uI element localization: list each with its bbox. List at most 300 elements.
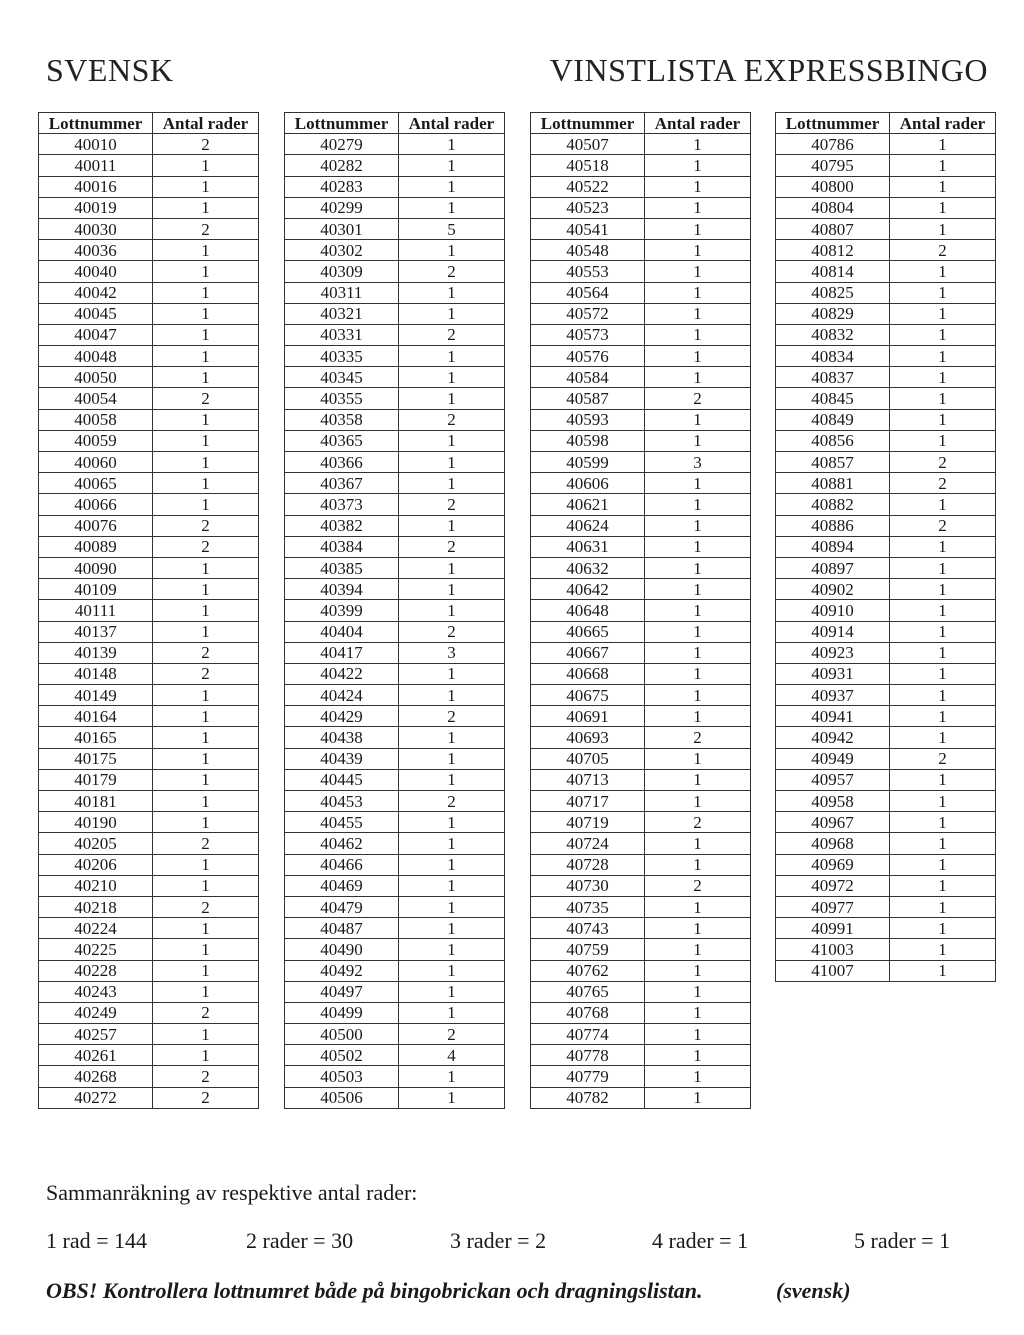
table-row: [285, 197, 505, 218]
table-row: [531, 155, 751, 176]
row-count: 1: [890, 409, 996, 430]
table-row: [39, 282, 259, 303]
table-row: [776, 430, 996, 451]
table-row: [531, 409, 751, 430]
row-count: 1: [153, 197, 259, 218]
table-row: [776, 748, 996, 769]
ticket-number: 40382: [285, 515, 399, 536]
ticket-number: 40165: [39, 727, 153, 748]
table-row: [531, 896, 751, 917]
table-row: [39, 642, 259, 663]
ticket-number: 40355: [285, 388, 399, 409]
row-count: 1: [645, 854, 751, 875]
ticket-number: 40282: [285, 155, 399, 176]
table-row: [776, 854, 996, 875]
ticket-number: 40439: [285, 748, 399, 769]
row-count: 1: [399, 240, 505, 261]
table-row: [39, 155, 259, 176]
ticket-number: 40894: [776, 536, 890, 557]
ticket-number: 40373: [285, 494, 399, 515]
row-count: 1: [399, 939, 505, 960]
tally-3-rader: 3 rader = 2: [450, 1228, 547, 1253]
ticket-number: 40541: [531, 218, 645, 239]
ticket-number: 41003: [776, 939, 890, 960]
ticket-number: 40010: [39, 134, 153, 155]
row-count: 1: [645, 1045, 751, 1066]
table-row: [776, 557, 996, 578]
table-row: [531, 685, 751, 706]
table-row: [531, 960, 751, 981]
ticket-number: 40487: [285, 918, 399, 939]
row-count: 1: [645, 600, 751, 621]
ticket-number: 40365: [285, 430, 399, 451]
table-row: [285, 176, 505, 197]
ticket-number: 40667: [531, 642, 645, 663]
column-header-ticket: Lottnummer: [776, 113, 890, 134]
table-row: [531, 769, 751, 790]
ticket-number: 40522: [531, 176, 645, 197]
table-row: [285, 282, 505, 303]
row-count: 1: [153, 939, 259, 960]
ticket-number: 40724: [531, 833, 645, 854]
ticket-number: 40814: [776, 261, 890, 282]
ticket-number: 40573: [531, 324, 645, 345]
row-count: 1: [645, 642, 751, 663]
row-count: 1: [645, 409, 751, 430]
row-count: 1: [153, 430, 259, 451]
column-header-count: Antal rader: [645, 113, 751, 134]
table-row: [776, 324, 996, 345]
table-row: [531, 240, 751, 261]
ticket-number: 40384: [285, 536, 399, 557]
row-count: 1: [153, 600, 259, 621]
table-row: [39, 748, 259, 769]
table-row: [776, 409, 996, 430]
row-count: 1: [890, 261, 996, 282]
note-language: (svensk): [776, 1278, 851, 1303]
table-row: [285, 155, 505, 176]
table-row: [531, 261, 751, 282]
ticket-number: 40762: [531, 960, 645, 981]
table-row: [531, 875, 751, 896]
table-row: [776, 621, 996, 642]
ticket-number: 40040: [39, 261, 153, 282]
row-count: 2: [890, 473, 996, 494]
row-count: 1: [890, 303, 996, 324]
row-count: 2: [399, 621, 505, 642]
table-row: [39, 896, 259, 917]
row-count: 1: [399, 685, 505, 706]
table-row: [285, 346, 505, 367]
row-count: 1: [153, 685, 259, 706]
ticket-number: 40668: [531, 663, 645, 684]
column-header-count: Antal rader: [153, 113, 259, 134]
table-row: [39, 367, 259, 388]
ticket-number: 40743: [531, 918, 645, 939]
table-row: [285, 621, 505, 642]
ticket-number: 40606: [531, 473, 645, 494]
ticket-number: 40272: [39, 1087, 153, 1108]
row-count: 1: [890, 791, 996, 812]
table-row: [39, 324, 259, 345]
ticket-number: 40499: [285, 1002, 399, 1023]
row-count: 1: [645, 1002, 751, 1023]
row-count: 4: [399, 1045, 505, 1066]
winner-table-4: [775, 112, 996, 982]
ticket-number: 40148: [39, 663, 153, 684]
ticket-number: 40048: [39, 346, 153, 367]
ticket-number: 40331: [285, 324, 399, 345]
table-row: [531, 600, 751, 621]
ticket-number: 40642: [531, 579, 645, 600]
table-row: [531, 557, 751, 578]
row-count: 1: [645, 621, 751, 642]
column-header-ticket: Lottnummer: [285, 113, 399, 134]
table-row: [531, 1045, 751, 1066]
ticket-number: 40047: [39, 324, 153, 345]
table-row: [285, 557, 505, 578]
table-row: [776, 706, 996, 727]
row-count: 1: [890, 685, 996, 706]
ticket-number: 40455: [285, 812, 399, 833]
ticket-number: 40719: [531, 812, 645, 833]
column-header-ticket: Lottnummer: [531, 113, 645, 134]
row-count: 1: [645, 748, 751, 769]
ticket-number: 40268: [39, 1066, 153, 1087]
row-count: 1: [645, 155, 751, 176]
table-row: [531, 452, 751, 473]
ticket-number: 40345: [285, 367, 399, 388]
table-row: [531, 579, 751, 600]
row-count: 1: [153, 261, 259, 282]
ticket-number: 40834: [776, 346, 890, 367]
row-count: 1: [645, 134, 751, 155]
row-count: 1: [645, 176, 751, 197]
row-count: 1: [890, 536, 996, 557]
row-count: 1: [153, 155, 259, 176]
ticket-number: 40225: [39, 939, 153, 960]
ticket-number: 40910: [776, 600, 890, 621]
ticket-number: 40728: [531, 854, 645, 875]
table-row: [776, 155, 996, 176]
table-row: [776, 367, 996, 388]
table-row: [531, 791, 751, 812]
ticket-number: 40394: [285, 579, 399, 600]
table-row: [39, 261, 259, 282]
ticket-number: 40502: [285, 1045, 399, 1066]
table-row: [531, 727, 751, 748]
row-count: 1: [645, 240, 751, 261]
ticket-number: 40825: [776, 282, 890, 303]
ticket-number: 40205: [39, 833, 153, 854]
ticket-number: 40181: [39, 791, 153, 812]
row-count: 1: [399, 282, 505, 303]
ticket-number: 40261: [39, 1045, 153, 1066]
table-row: [39, 960, 259, 981]
table-row: [39, 600, 259, 621]
row-count: 1: [645, 218, 751, 239]
table-row: [776, 812, 996, 833]
table-row: [531, 663, 751, 684]
ticket-number: 40453: [285, 791, 399, 812]
table-row: [285, 748, 505, 769]
table-row: [39, 833, 259, 854]
row-count: 1: [153, 473, 259, 494]
table-row: [776, 939, 996, 960]
row-count: 1: [645, 1024, 751, 1045]
row-count: 1: [399, 875, 505, 896]
table-row: [39, 854, 259, 875]
table-row: [39, 176, 259, 197]
table-row: [285, 663, 505, 684]
row-count: 1: [645, 261, 751, 282]
ticket-number: 40800: [776, 176, 890, 197]
row-count: 1: [890, 176, 996, 197]
ticket-number: 40786: [776, 134, 890, 155]
table-row: [776, 176, 996, 197]
ticket-number: 40469: [285, 875, 399, 896]
ticket-number: 40958: [776, 791, 890, 812]
row-count: 1: [399, 918, 505, 939]
row-count: 2: [153, 515, 259, 536]
table-row: [776, 579, 996, 600]
tally-1-rad: 1 rad = 144: [46, 1228, 147, 1253]
ticket-number: 40717: [531, 791, 645, 812]
ticket-number: 40506: [285, 1087, 399, 1108]
row-count: 3: [399, 642, 505, 663]
ticket-number: 40479: [285, 896, 399, 917]
table-row: [39, 769, 259, 790]
row-count: 2: [153, 388, 259, 409]
table-row: [776, 240, 996, 261]
row-count: 1: [399, 600, 505, 621]
table-row: [285, 1024, 505, 1045]
ticket-number: 40914: [776, 621, 890, 642]
row-count: 1: [890, 494, 996, 515]
ticket-number: 40257: [39, 1024, 153, 1045]
table-row: [776, 218, 996, 239]
row-count: 1: [153, 875, 259, 896]
ticket-number: 40949: [776, 748, 890, 769]
ticket-number: 40665: [531, 621, 645, 642]
table-row: [285, 939, 505, 960]
ticket-number: 40206: [39, 854, 153, 875]
ticket-number: 40367: [285, 473, 399, 494]
row-count: 2: [153, 642, 259, 663]
table-row: [531, 473, 751, 494]
row-count: 1: [645, 430, 751, 451]
ticket-number: 40090: [39, 557, 153, 578]
table-row: [531, 918, 751, 939]
ticket-number: 40149: [39, 685, 153, 706]
table-row: [285, 515, 505, 536]
row-count: 1: [645, 324, 751, 345]
row-count: 1: [645, 282, 751, 303]
row-count: 2: [153, 1066, 259, 1087]
table-row: [285, 769, 505, 790]
table-row: [531, 981, 751, 1002]
row-count: 2: [399, 409, 505, 430]
row-count: 1: [399, 854, 505, 875]
table-row: [39, 1087, 259, 1108]
table-row: [39, 240, 259, 261]
table-row: [285, 706, 505, 727]
table-row: [776, 346, 996, 367]
table-row: [531, 282, 751, 303]
header-left-title: SVENSK: [46, 52, 174, 88]
row-count: 1: [645, 769, 751, 790]
table-row: [285, 854, 505, 875]
row-count: 1: [890, 706, 996, 727]
row-count: 2: [153, 134, 259, 155]
table-row: [39, 1002, 259, 1023]
ticket-number: 40621: [531, 494, 645, 515]
row-count: 2: [890, 515, 996, 536]
row-count: 1: [645, 685, 751, 706]
ticket-number: 40109: [39, 579, 153, 600]
ticket-number: 40301: [285, 218, 399, 239]
ticket-number: 40968: [776, 833, 890, 854]
table-row: [531, 218, 751, 239]
row-count: 2: [645, 727, 751, 748]
table-row: [531, 176, 751, 197]
row-count: 1: [645, 346, 751, 367]
table-row: [39, 706, 259, 727]
table-row: [39, 939, 259, 960]
table-row: [531, 303, 751, 324]
row-count: 1: [153, 960, 259, 981]
ticket-number: 40812: [776, 240, 890, 261]
table-row: [285, 812, 505, 833]
table-row: [285, 1066, 505, 1087]
row-count: 1: [645, 1087, 751, 1108]
row-count: 1: [890, 621, 996, 642]
row-count: 1: [890, 579, 996, 600]
ticket-number: 40881: [776, 473, 890, 494]
row-count: 1: [890, 854, 996, 875]
column-header-count: Antal rader: [890, 113, 996, 134]
ticket-number: 40774: [531, 1024, 645, 1045]
row-count: 2: [153, 536, 259, 557]
ticket-number: 40249: [39, 1002, 153, 1023]
row-count: 2: [890, 452, 996, 473]
row-count: 1: [890, 134, 996, 155]
table-row: [531, 1066, 751, 1087]
row-count: 1: [399, 155, 505, 176]
table-row: [531, 388, 751, 409]
ticket-number: 40902: [776, 579, 890, 600]
ticket-number: 40778: [531, 1045, 645, 1066]
tally-2-rader: 2 rader = 30: [246, 1228, 354, 1253]
row-count: 1: [399, 430, 505, 451]
ticket-number: 40404: [285, 621, 399, 642]
row-count: 1: [399, 769, 505, 790]
ticket-number: 40735: [531, 896, 645, 917]
table-row: [531, 748, 751, 769]
row-count: 1: [153, 706, 259, 727]
row-count: 1: [399, 663, 505, 684]
table-row: [285, 579, 505, 600]
winner-table-3: [530, 112, 751, 1109]
table-row: [285, 303, 505, 324]
row-count: 2: [153, 663, 259, 684]
table-row: [531, 197, 751, 218]
row-count: 1: [153, 282, 259, 303]
ticket-number: 40466: [285, 854, 399, 875]
table-row: [776, 282, 996, 303]
ticket-number: 40631: [531, 536, 645, 557]
row-count: 1: [890, 769, 996, 790]
ticket-number: 40417: [285, 642, 399, 663]
ticket-number: 40782: [531, 1087, 645, 1108]
ticket-number: 40429: [285, 706, 399, 727]
ticket-number: 40497: [285, 981, 399, 1002]
row-count: 1: [399, 833, 505, 854]
row-count: 1: [890, 812, 996, 833]
table-row: [285, 918, 505, 939]
ticket-number: 40713: [531, 769, 645, 790]
summary-heading: Sammanräkning av respektive antal rader:: [46, 1180, 418, 1205]
row-count: 1: [153, 579, 259, 600]
table-row: [776, 875, 996, 896]
table-row: [531, 1024, 751, 1045]
ticket-number: 40045: [39, 303, 153, 324]
table-row: [285, 896, 505, 917]
ticket-number: 40937: [776, 685, 890, 706]
table-row: [285, 430, 505, 451]
table-row: [285, 791, 505, 812]
row-count: 1: [890, 918, 996, 939]
table-row: [531, 833, 751, 854]
ticket-number: 40042: [39, 282, 153, 303]
ticket-number: 40060: [39, 452, 153, 473]
ticket-number: 40693: [531, 727, 645, 748]
ticket-number: 40309: [285, 261, 399, 282]
ticket-number: 40299: [285, 197, 399, 218]
row-count: 1: [399, 134, 505, 155]
row-count: 1: [399, 1002, 505, 1023]
ticket-number: 40572: [531, 303, 645, 324]
row-count: 1: [153, 1045, 259, 1066]
row-count: 1: [153, 812, 259, 833]
table-row: [531, 1002, 751, 1023]
table-row: [776, 685, 996, 706]
table-row: [776, 452, 996, 473]
ticket-number: 40553: [531, 261, 645, 282]
ticket-number: 40977: [776, 896, 890, 917]
row-count: 1: [399, 452, 505, 473]
table-row: [776, 303, 996, 324]
row-count: 2: [399, 261, 505, 282]
row-count: 2: [890, 240, 996, 261]
ticket-number: 40598: [531, 430, 645, 451]
row-count: 1: [645, 557, 751, 578]
table-row: [285, 261, 505, 282]
ticket-number: 40807: [776, 218, 890, 239]
table-row: [776, 642, 996, 663]
table-row: [285, 981, 505, 1002]
ticket-number: 40492: [285, 960, 399, 981]
note-text: OBS! Kontrollera lottnumret både på bingobrickan och dragningslistan.: [46, 1278, 703, 1303]
ticket-number: 40957: [776, 769, 890, 790]
table-row: [285, 960, 505, 981]
row-count: 2: [399, 706, 505, 727]
row-count: 1: [399, 303, 505, 324]
ticket-number: 40624: [531, 515, 645, 536]
row-count: 1: [890, 346, 996, 367]
table-row: [531, 939, 751, 960]
ticket-number: 40503: [285, 1066, 399, 1087]
